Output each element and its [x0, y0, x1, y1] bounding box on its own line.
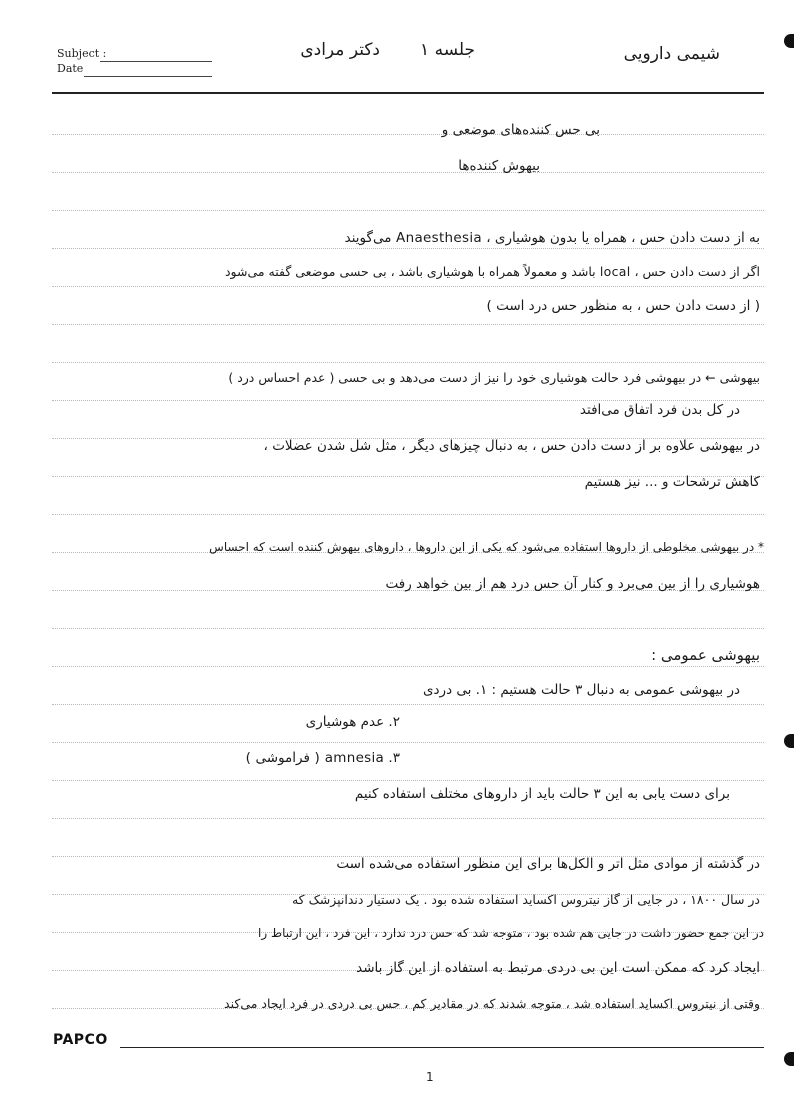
ruled-line	[52, 818, 764, 819]
ruled-line	[52, 400, 764, 401]
subject-line	[100, 61, 212, 62]
para4-item2: ۲. عدم هوشیاری	[305, 714, 400, 730]
ruled-line	[52, 666, 764, 667]
binder-hole-icon	[784, 734, 794, 748]
subject-label: Subject :	[57, 47, 107, 60]
para3-line1: * در بیهوشی مخلوطی از داروها استفاده می‌شود که یکی از این داروها ، داروهای بیهوش کننده است که احساس	[209, 540, 764, 554]
ruled-line	[52, 514, 764, 515]
para4-item3: ۳. amnesia ( فراموشی )	[245, 750, 400, 766]
date-label: Date	[57, 62, 84, 75]
para2-line1: بیهوشی ← در بیهوشی فرد حالت هوشیاری خود را نیز از دست می‌دهد و بی حسی ( عدم احساس درد )	[228, 370, 760, 385]
title-line-2: بیهوش کننده‌ها	[458, 158, 540, 174]
ruled-line	[52, 780, 764, 781]
header-rule	[52, 92, 764, 94]
ruled-line	[52, 248, 764, 249]
para5-line4: ایجاد کرد که ممکن است این بی دردی مرتبط به استفاده از این گاز باشد	[356, 960, 760, 976]
para4-line-last: برای دست یابی به این ۳ حالت باید از داروهای مختلف استفاده کنیم	[354, 786, 730, 802]
ruled-line	[52, 362, 764, 363]
binder-hole-icon	[784, 1052, 794, 1066]
header-lecturer: دکتر مرادی	[300, 40, 380, 60]
para1-line2: اگر از دست دادن حس ، local باشد و معمولاً همراه با هوشیاری باشد ، بی حسی موضعی گفته می‌شود	[224, 264, 760, 279]
ruled-line	[52, 628, 764, 629]
para3-line2: هوشیاری را از بین می‌برد و کنار آن حس درد هم از بین خواهد رفت	[385, 576, 760, 592]
title-line-1: بی حس کننده‌های موضعی و	[441, 122, 600, 138]
ruled-line	[52, 286, 764, 287]
para4-heading: بیهوشی عمومی :	[651, 646, 760, 664]
papco-logo: PAPCO	[53, 1032, 108, 1048]
para5-line3: در این جمع حضور داشت در جایی هم شده بود ، متوجه شد که حس درد ندارد ، این فرد ، این ارتباط را	[258, 926, 764, 940]
page-number: 1	[426, 1070, 434, 1084]
footer-line	[120, 1047, 764, 1048]
ruled-line	[52, 210, 764, 211]
para2-line3: در بیهوشی علاوه بر از دست دادن حس ، به دنبال چیزهای دیگر ، مثل شل شدن عضلات ،	[263, 438, 760, 454]
para5-line5: وقتی از نیتروس اکساید استفاده شد ، متوجه شدند که در مقادیر کم ، حس بی دردی در فرد ایجاد می‌کند	[224, 996, 760, 1011]
para5-line2: در سال ۱۸۰۰ ، در جایی از گاز نیتروس اکساید استفاده شده بود . یک دستیار دندانپزشک که	[291, 892, 760, 907]
para5-line1: در گذشته از موادی مثل اتر و الکل‌ها برای این منظور استفاده می‌شده است	[336, 856, 760, 872]
ruled-line	[52, 324, 764, 325]
ruled-line	[52, 704, 764, 705]
header-topic: شیمی دارویی	[623, 44, 720, 64]
para1-line3: ( از دست دادن حس ، به منظور حس درد است )	[486, 298, 760, 314]
binder-hole-icon	[784, 34, 794, 48]
para4-line1: در بیهوشی عمومی به دنبال ۳ حالت هستیم : ۱. بی دردی	[422, 682, 740, 698]
para2-line4: کاهش ترشحات و ... نیز هستیم	[584, 474, 760, 490]
ruled-line	[52, 742, 764, 743]
header-session: جلسه ۱	[420, 40, 475, 60]
date-line	[84, 76, 212, 77]
para2-line2: در کل بدن فرد اتفاق می‌افتد	[579, 402, 740, 418]
para1-line1: به از دست دادن حس ، همراه یا بدون هوشیاری ، Anaesthesia می‌گویند	[344, 230, 760, 246]
